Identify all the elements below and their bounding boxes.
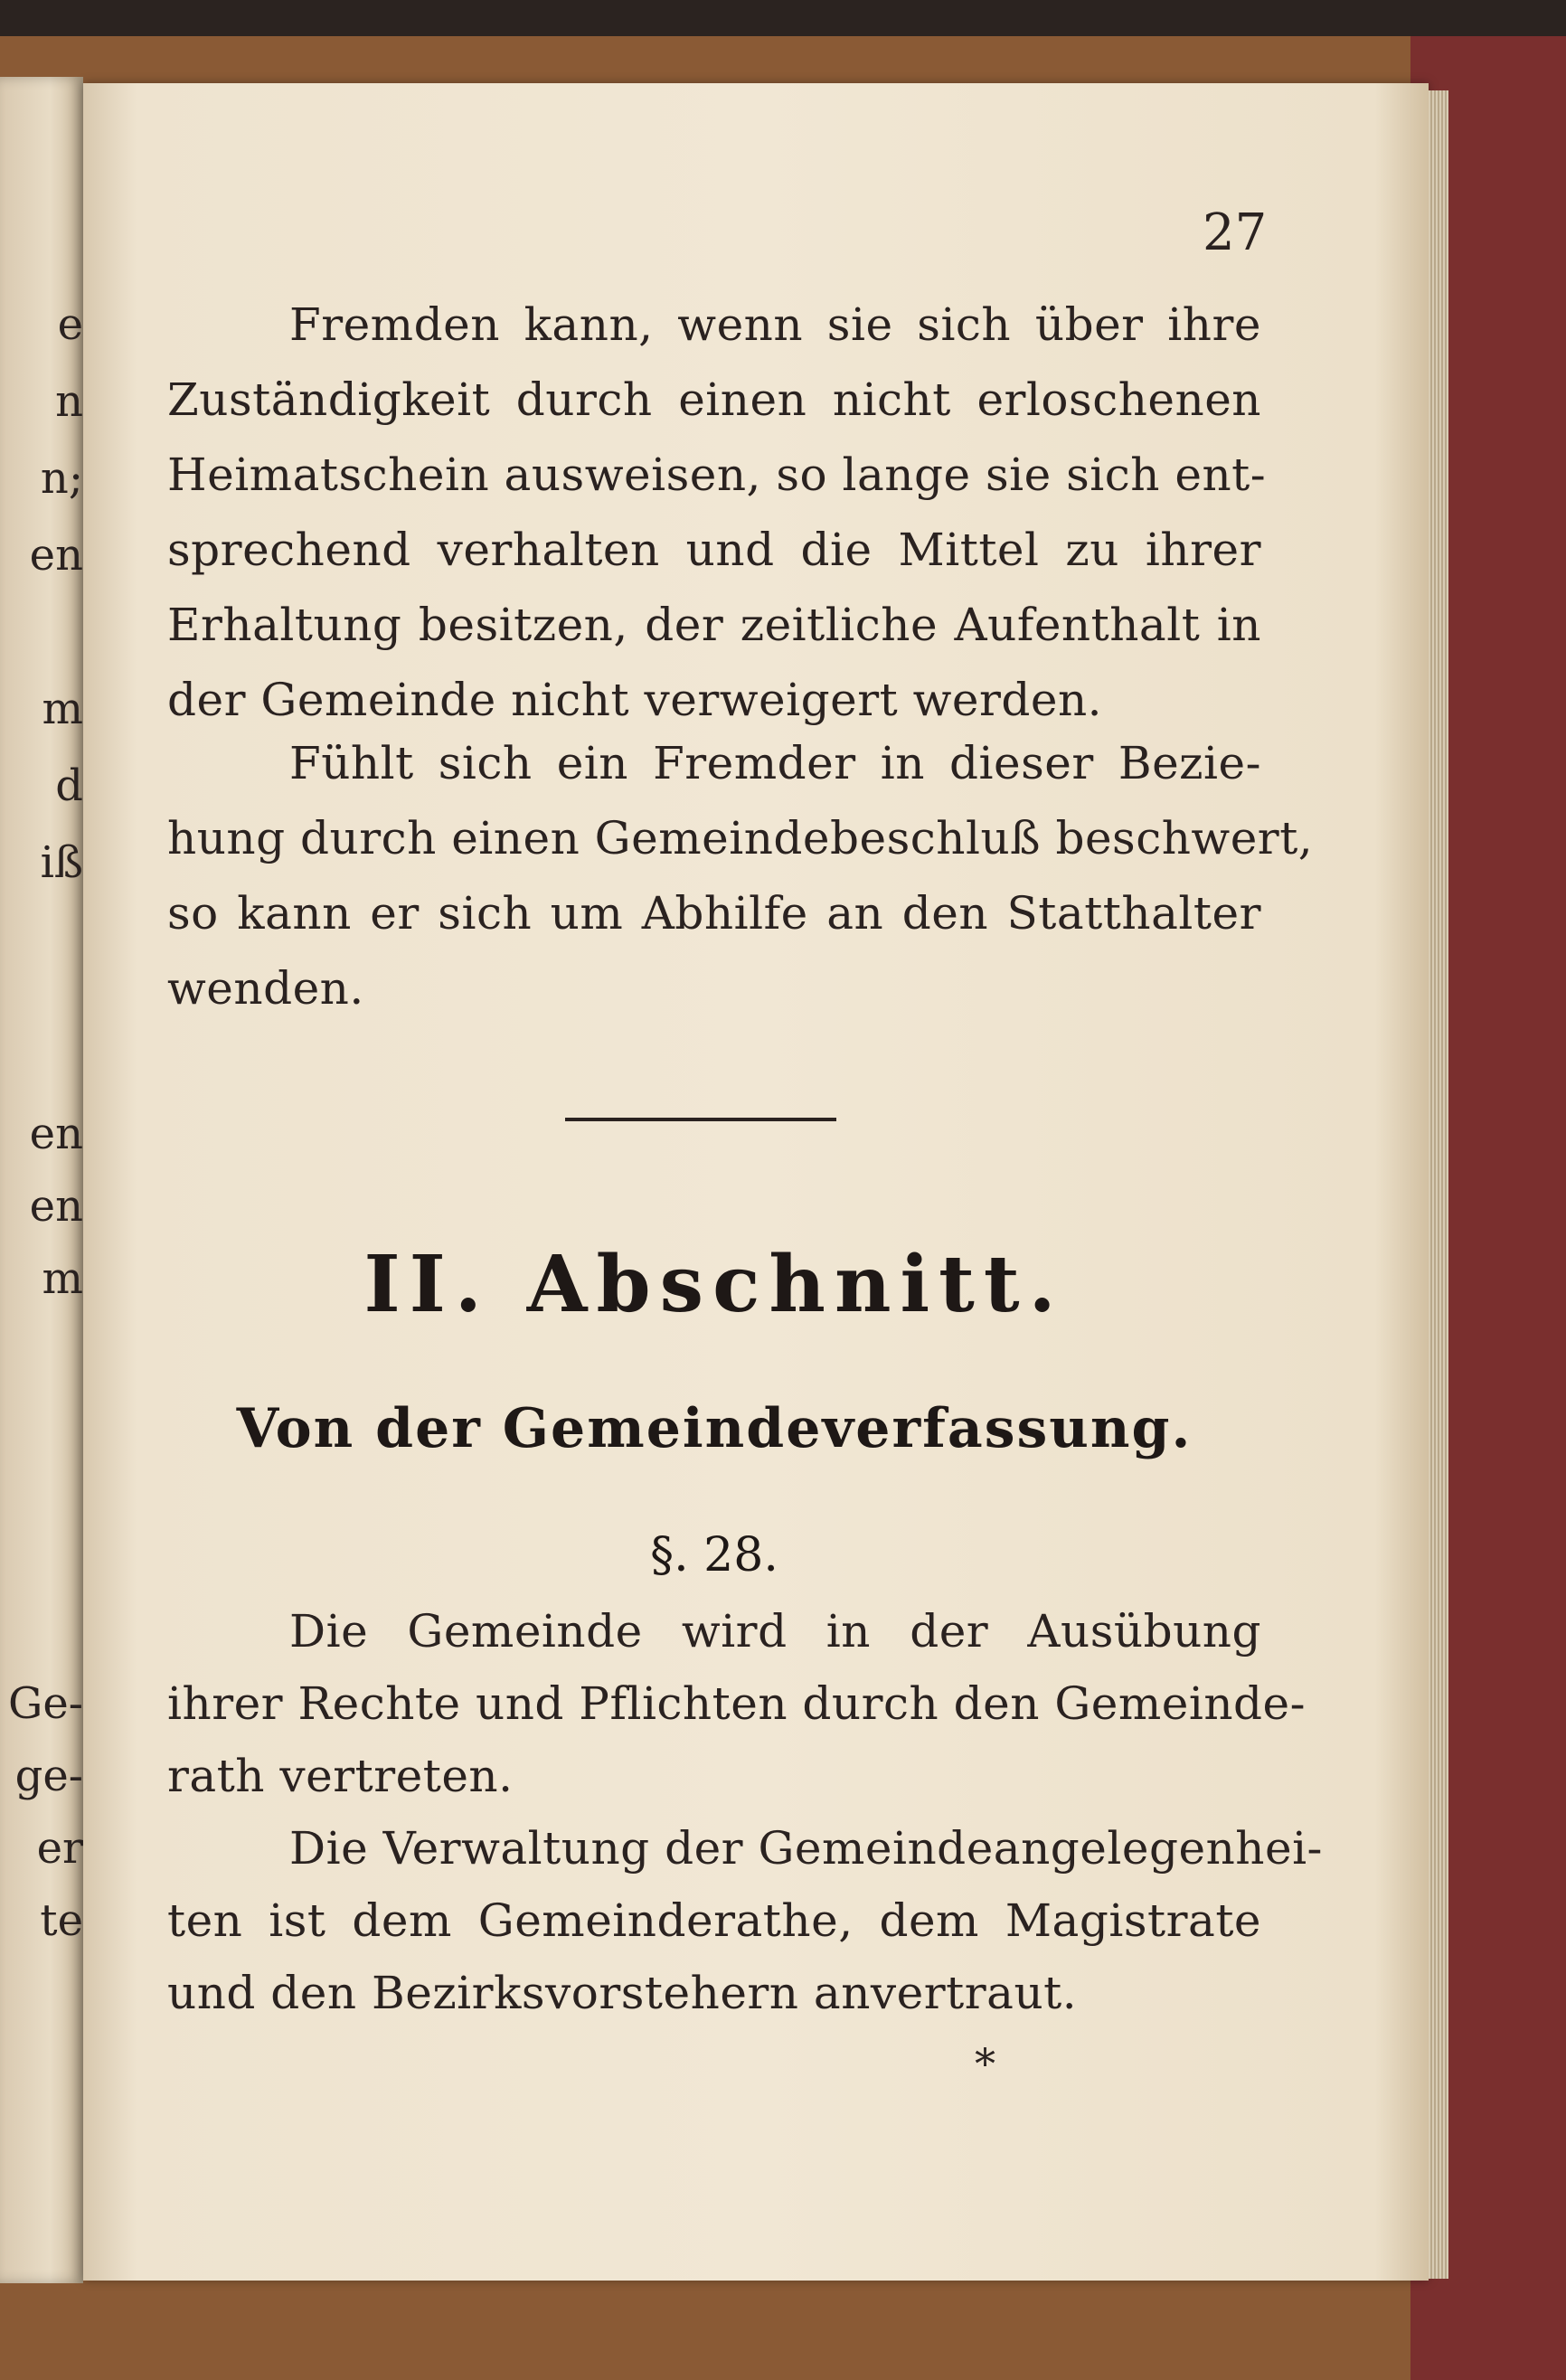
text-line: Die Gemeinde wird in der Ausübung [289, 1605, 1261, 1658]
left-page-fragment: m [42, 684, 83, 734]
text-line: Erhaltung besitzen, der zeitliche Aufenthalt in [167, 599, 1261, 651]
text-line: so kann er sich um Abhilfe an den Statthalter [167, 887, 1261, 940]
text-line: Zuständigkeit durch einen nicht erloschenen [167, 373, 1261, 426]
text-line: sprechend verhalten und die Mittel zu ihrer [167, 524, 1261, 576]
text-line: Die Verwaltung der Gemeindeangelegenhei- [289, 1822, 1323, 1875]
left-page-fragment: d [55, 760, 83, 811]
left-page-fragment: m [42, 1253, 83, 1304]
left-page-fragment: en [29, 530, 83, 581]
left-page [0, 77, 83, 2283]
left-page-fragment: n [55, 376, 83, 427]
left-page-fragment: en [29, 1181, 83, 1232]
left-page-fragment: Ge- [8, 1678, 83, 1729]
section-divider [565, 1118, 836, 1121]
paragraph-number: §. 28. [650, 1528, 778, 1582]
left-page-fragment: ge- [14, 1751, 83, 1801]
text-line: Heimatschein ausweisen, so lange sie sich ent- [167, 449, 1267, 501]
footer-mark: * [975, 2039, 995, 2088]
left-page-fragment: n; [40, 453, 83, 504]
text-line: der Gemeinde nicht verweigert werden. [167, 674, 1103, 726]
text-line: rath vertreten. [167, 1750, 514, 1802]
left-page-fragment: te [40, 1895, 83, 1946]
text-line: und den Bezirksvorstehern anvertraut. [167, 1967, 1078, 2019]
text-line: hung durch einen Gemeindebeschluß beschwert, [167, 812, 1314, 864]
left-page-fragment: er [36, 1823, 83, 1874]
section-title: II. Abschnitt. [363, 1239, 1065, 1330]
text-line: ihrer Rechte und Pflichten durch den Gemeinde- [167, 1677, 1307, 1730]
page-edges [1429, 90, 1448, 2279]
text-line: ten ist dem Gemeinderathe, dem Magistrate [167, 1894, 1261, 1947]
left-page-fragment: en [29, 1109, 83, 1159]
left-page-fragment: iß [40, 837, 83, 888]
section-subtitle: Von der Gemeindeverfassung. [236, 1397, 1193, 1460]
text-line: wenden. [167, 962, 364, 1015]
text-line: Fühlt sich ein Fremder in dieser Bezie- [289, 737, 1261, 789]
left-page-fragment: e [57, 299, 83, 350]
page-number: 27 [1203, 203, 1268, 262]
text-line: Fremden kann, wenn sie sich über ihre [289, 298, 1261, 351]
